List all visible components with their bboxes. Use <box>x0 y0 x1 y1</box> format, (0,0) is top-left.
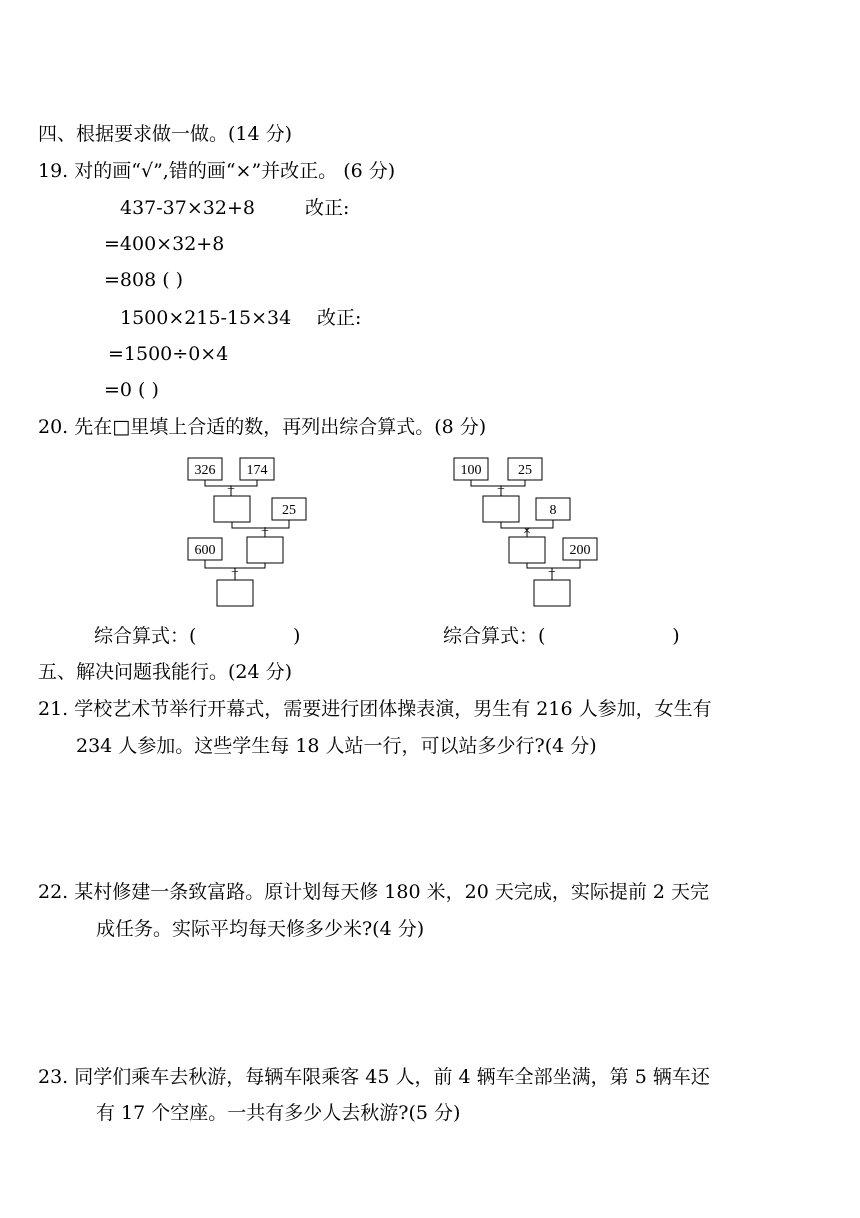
calc-tree-2 <box>446 450 606 620</box>
tree1-n1: 326 <box>194 463 216 478</box>
tree2-op1: + <box>497 482 505 497</box>
q19-b-step1: =1500÷0×4 <box>108 343 229 365</box>
q20-title: 20. 先在□里填上合适的数，再列出综合算式。(8 分) <box>38 416 487 438</box>
tree2-n4: 200 <box>569 543 591 558</box>
section4-title: 四、根据要求做一做。(14 分) <box>38 123 293 145</box>
q19-a-step2: =808 ( ) <box>104 269 184 291</box>
q23-line1: 23. 同学们乘车去秋游，每辆车限乘客 45 人，前 4 辆车全部坐满，第 5 辆车还 <box>38 1066 710 1088</box>
q19-b-step2: =0 ( ) <box>104 379 159 401</box>
tree1-op2: ÷ <box>261 524 269 539</box>
q21-line2: 234 人参加。这些学生每 18 人站一行，可以站多少行?(4 分) <box>76 735 597 757</box>
tree1-n3: 25 <box>282 503 296 518</box>
tree2-op3: − <box>548 565 556 580</box>
tree2-n2: 25 <box>518 463 532 478</box>
q19-a-fix: 改正: <box>305 197 350 219</box>
tree2-n1: 100 <box>460 463 482 478</box>
tree2-n3: 8 <box>549 503 557 518</box>
q19-a-step1: =400×32+8 <box>104 233 225 255</box>
calc-tree-1 <box>180 450 340 620</box>
tree2-op2: × <box>523 524 531 539</box>
q22-line1: 22. 某村修建一条致富路。原计划每天修 180 米，20 天完成，实际提前 2 天完 <box>38 881 709 903</box>
q19-a-expr: 437-37×32+8 <box>120 197 255 219</box>
tree1-op3: ÷ <box>231 565 239 580</box>
tree1-n4: 600 <box>194 543 216 558</box>
q23-line2: 有 17 个空座。一共有多少人去秋游?(5 分) <box>96 1102 461 1124</box>
tree1-n2: 174 <box>246 463 268 478</box>
tree1-op1: + <box>227 482 235 497</box>
q19-title: 19. 对的画“√”,错的画“×”并改正。 (6 分) <box>38 160 396 182</box>
q19-b-fix: 改正: <box>317 307 362 329</box>
q19-b-expr: 1500×215-15×34 <box>120 307 292 329</box>
section5-title: 五、解决问题我能行。(24 分) <box>38 661 293 683</box>
q22-line2: 成任务。实际平均每天修多少米?(4 分) <box>96 918 425 940</box>
q20-formula-right: 综合算式：( ) <box>443 625 680 647</box>
q20-formula-left: 综合算式：( ) <box>94 625 301 647</box>
q21-line1: 21. 学校艺术节举行开幕式，需要进行团体操表演，男生有 216 人参加，女生有 <box>38 698 712 720</box>
